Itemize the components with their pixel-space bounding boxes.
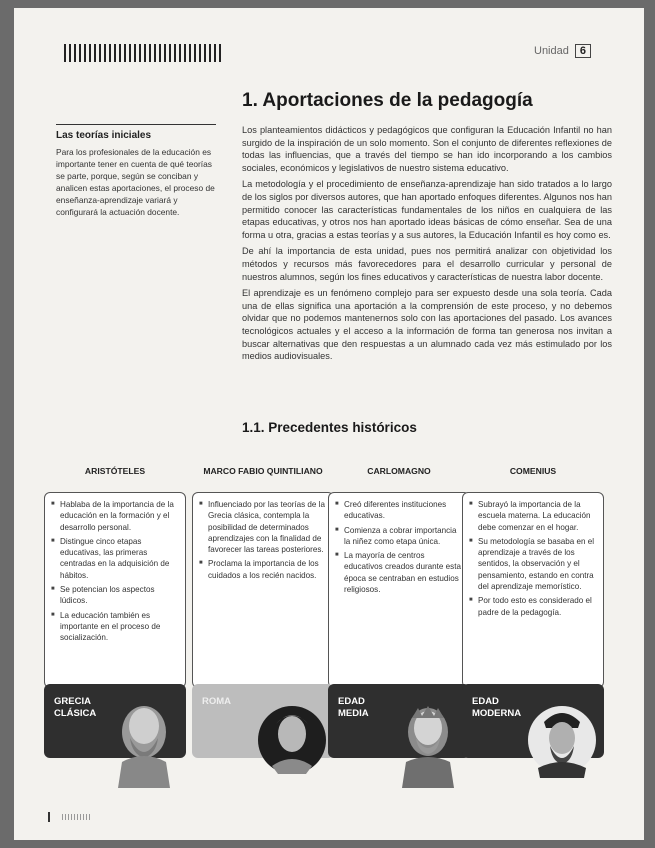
bullet-item: ■ Proclama la importancia de los cuidados a los recién nacidos. bbox=[199, 558, 326, 581]
unit-label bbox=[534, 44, 591, 58]
era-label: EDAD MODERNA bbox=[472, 696, 522, 719]
era-band-edad-moderna bbox=[462, 684, 604, 758]
column-heading: CARLOMAGNO bbox=[367, 466, 431, 476]
bullet-item: ■ Comienza a cobrar importancia la niñez como etapa única. bbox=[335, 525, 462, 548]
era-band-grecia bbox=[44, 684, 186, 758]
bullet-item: ■ Subrayó la importancia de la escuela materna. La educación debe comenzar en el hogar. bbox=[469, 499, 596, 533]
column-carlomagno bbox=[328, 450, 470, 688]
bullet-item: ■ Creó diferentes instituciones educativas. bbox=[335, 499, 462, 522]
body-paragraph: El aprendizaje es un fenómeno complejo para ser expuesto desde una sola teoría. Cada una de ellas significa una aportación a la comprensión de este proceso, y no debemos olvidar que no podemos mantenernos solo con las aportaciones del pasado. Los avances tecnológicos actuales y el acceso a la información de forma tan generosa nos invitan a buscar alternativas que den respuestas a un alumnado cada vez más estimulado por los medios audiovisuales. bbox=[242, 288, 612, 362]
era-label: ROMA bbox=[202, 696, 232, 707]
body-paragraph: De ahí la importancia de esta unidad, pues nos permitirá analizar con objetividad los métodos y recursos más favorecedores para el desarrollo curricular y personal de nuestros alumnos, según los fines educativos y características de nuestra labor docente. bbox=[242, 246, 612, 282]
sidebar-rule bbox=[56, 124, 216, 125]
column-box bbox=[44, 492, 186, 688]
bullet-list bbox=[469, 499, 596, 618]
body-paragraph: Los planteamientos didácticos y pedagógicos que configuran la Educación Infantil no han surgido de la inspiración de un solo momento. Son el conjunto de diferentes reflexiones de todas las influencias, que a través del tiempo se han ido incorporando a los cambios sociales, económicos y legislativos de nuestro sistema educativo. bbox=[242, 125, 612, 173]
aristotle-portrait bbox=[108, 692, 178, 788]
era-band-roma bbox=[192, 684, 334, 758]
bullet-item: ■ Se potencian los aspectos lúdicos. bbox=[51, 584, 178, 607]
bullet-item: ■ La educación también es importante en el proceso de socialización. bbox=[51, 610, 178, 644]
column-box bbox=[192, 492, 334, 688]
page-title: 1. Aportaciones de la pedagogía bbox=[242, 90, 533, 111]
header-barcode-decoration bbox=[64, 44, 224, 62]
column-heading: ARISTÓTELES bbox=[84, 466, 146, 476]
quintilian-portrait bbox=[256, 692, 326, 788]
footer-bars-decoration bbox=[62, 814, 92, 820]
sidebar-text: Para los profesionales de la educación es importante tener en cuenta de qué teorías se parte, porque, según se conciban y analicen estas aportaciones, el proceso de enseñanza-aprendizaje variará y configurará la actuación docente. bbox=[56, 147, 215, 217]
column-heading: MARCO FABIO QUINTILIANO bbox=[203, 466, 323, 476]
unit-number: 6 bbox=[575, 44, 591, 58]
bullet-item: ■ Influenciado por las teorías de la Grecia clásica, contempla la posibilidad de determinados aprendizajes con la finalidad de favorecer las tareas posteriores. bbox=[199, 499, 326, 555]
section-subtitle: 1.1. Precedentes históricos bbox=[242, 420, 417, 435]
bullet-list bbox=[335, 499, 462, 595]
era-label: GRECIA CLÁSICA bbox=[54, 696, 97, 719]
bullet-item: ■ Distingue cinco etapas educativas, las primeras centradas en la adquisición de hábitos. bbox=[51, 536, 178, 581]
bullet-item: ■ Su metodología se basaba en el aprendizaje a través de los sentidos, la observación y el pensamiento, estando en contra del aprendizaje memorístico. bbox=[469, 536, 596, 592]
bullet-list bbox=[199, 499, 326, 581]
bullet-item: ■ Por todo esto es considerado el padre de la pedagogía. bbox=[469, 595, 596, 618]
bullet-item: ■ Hablaba de la importancia de la educación en la formación y el desarrollo personal. bbox=[51, 499, 178, 533]
column-quintiliano bbox=[192, 450, 334, 688]
body-paragraph: La metodología y el procedimiento de enseñanza-aprendizaje han sido tratados a lo largo de los siglos por diversos autores, que han aportado enfoques diferentes. Algunos nos han permitido conocer las características fundamentales de los niños en cualquiera de las etapas educativas, y otros nos han aportado ideas básicas de cómo enseñar. Sea de una forma u otra, gracias a estas teorías y a sus autores, la Educación Infantil es hoy como es. bbox=[242, 179, 612, 240]
bullet-item: ■ La mayoría de centros educativos creados durante esta época se centraban en estudios religiosos. bbox=[335, 550, 462, 595]
bullet-list bbox=[51, 499, 178, 644]
unit-label-text: Unidad bbox=[534, 45, 569, 57]
column-heading: COMENIUS bbox=[509, 466, 557, 476]
comenius-portrait bbox=[526, 692, 596, 788]
sidebar-heading: Las teorías iniciales bbox=[56, 130, 152, 141]
era-band-edad-media bbox=[328, 684, 470, 758]
column-comenius bbox=[462, 450, 604, 688]
column-box bbox=[462, 492, 604, 688]
body-text bbox=[242, 124, 612, 367]
column-box bbox=[328, 492, 470, 688]
column-aristoteles bbox=[44, 450, 186, 688]
charlemagne-portrait bbox=[392, 692, 462, 788]
footer-mark bbox=[48, 812, 50, 822]
textbook-page bbox=[14, 8, 644, 840]
era-label: EDAD MEDIA bbox=[338, 696, 369, 719]
